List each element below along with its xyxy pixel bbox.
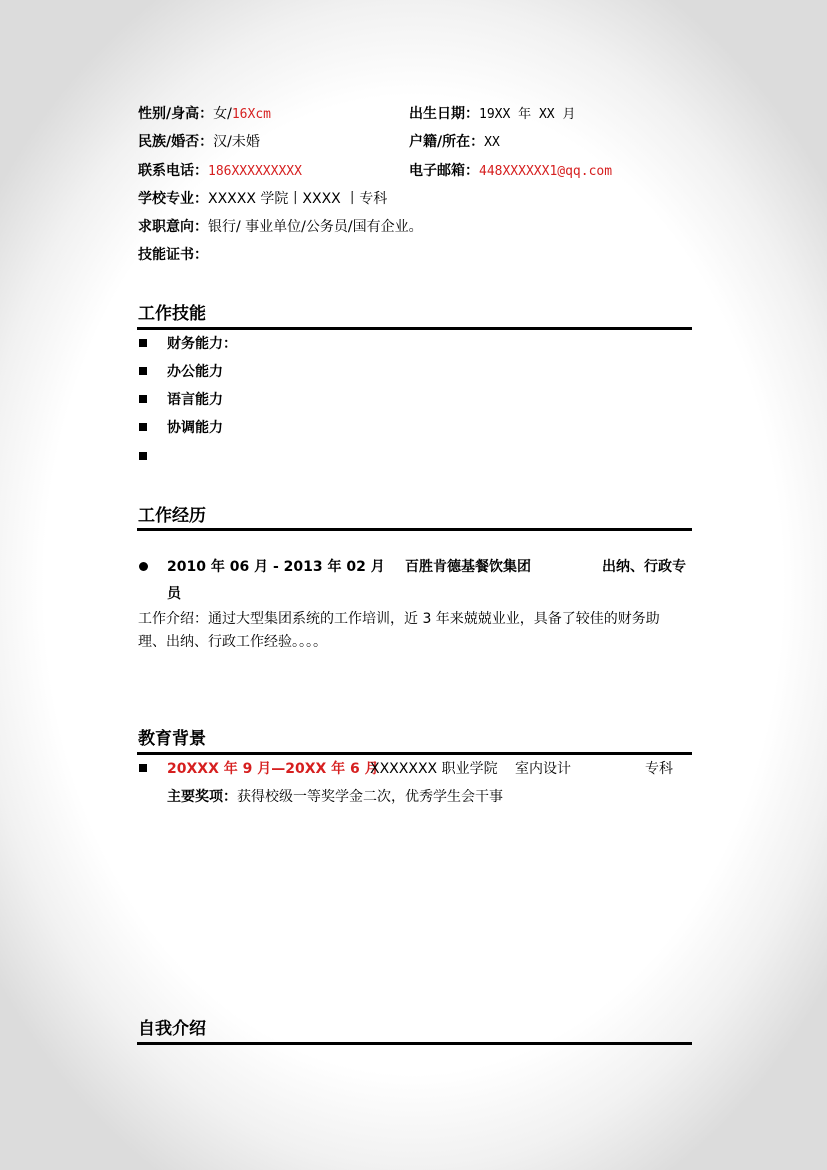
ethnic-row [138,132,260,152]
cert-label: 技能证书： [138,247,208,263]
hukou-row [409,132,500,153]
skill-item-language: 语言能力 [167,392,223,408]
experience-period: 2010 年 06 月 - 2013 年 02 月 [167,559,385,575]
school-label: 学校专业： [138,191,208,207]
skill-item-coordination: 协调能力 [167,420,223,436]
cert-row [138,245,208,265]
skill-bullet-2 [139,367,147,375]
education-awards-row [167,787,503,807]
email-label: 电子邮箱： [409,163,479,179]
intent-value: 银行/ 事业单位/公务员/国有企业。 [208,219,423,235]
gender-height-row [138,104,271,125]
skill-item-office: 办公能力 [167,364,223,380]
experience-desc-line1: 工作介绍：通过大型集团系统的工作培训，近 3 年来兢兢业业，具备了较佳的财务助 [138,611,660,627]
skill-bullet-1 [139,339,147,347]
phone-value: 186XXXXXXXXX [208,164,302,179]
skill-bullet-3 [139,395,147,403]
school-value: XXXXX 学院丨XXXX 丨专科 [208,191,388,207]
skills-title: 工作技能 [138,304,206,324]
birth-value: 19XX 年 XX 月 [479,107,576,122]
experience-company: 百胜肯德基餐饮集团 [405,559,531,575]
height-value: 16Xcm [231,107,271,122]
gender-value: 女/ [213,106,232,122]
intent-label: 求职意向： [138,219,208,235]
education-title: 教育背景 [138,729,206,749]
ethnic-value: 汉/未婚 [213,134,260,150]
hukou-value: XX [484,135,500,150]
email-row [409,161,612,182]
self-intro-title: 自我介绍 [138,1019,206,1039]
experience-divider [137,528,692,531]
ethnic-label: 民族/婚否： [138,134,214,150]
hukou-label: 户籍/所在： [409,134,485,150]
skill-bullet-5 [139,452,147,460]
gender-height-label: 性别/身高： [138,106,214,122]
education-degree: 专科 [645,761,673,777]
email-value: 448XXXXXX1@qq.com [479,164,613,179]
phone-label: 联系电话： [138,163,208,179]
experience-bullet [139,562,148,571]
education-school: XXXXXXX 职业学院 [370,761,498,777]
experience-title: 工作经历 [138,506,206,526]
education-divider [137,752,692,755]
skills-divider [137,327,692,330]
school-row [138,189,387,209]
education-major: 室内设计 [515,761,571,777]
birth-row [409,104,575,125]
experience-role: 出纳、行政专 [602,559,686,575]
experience-role-cont: 员 [167,586,181,602]
awards-label: 主要奖项： [167,789,237,805]
experience-desc-line2: 理、出纳、行政工作经验。。。。 [138,634,327,650]
self-intro-divider [137,1042,692,1045]
phone-row [138,161,302,182]
education-period: 20XXX 年 9 月—20XX 年 6 月 [167,761,379,777]
awards-value: 获得校级一等奖学金二次，优秀学生会干事 [237,789,503,805]
intent-row [138,217,423,237]
skill-bullet-4 [139,423,147,431]
birth-label: 出生日期： [409,106,479,122]
education-bullet [139,764,147,772]
skill-item-finance: 财务能力： [167,336,237,352]
